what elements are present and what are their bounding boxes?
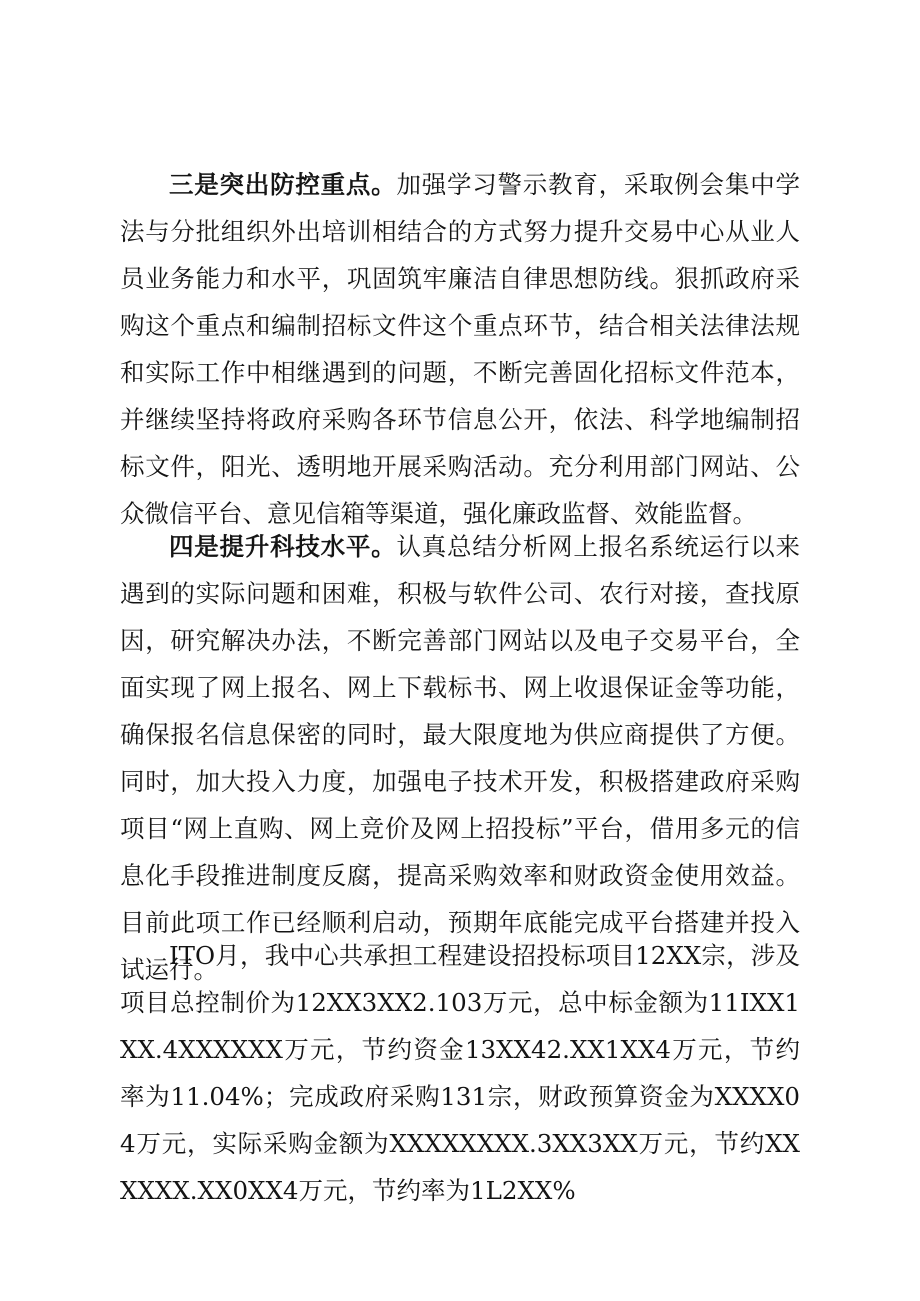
paragraph-body: ITO月，我中心共承担工程建设招投标项目12XX宗，涉及项目总控制价为12XX3XX2.103万元，总中标金额为11IXX1XX.4XXXXXX万元，节约资金13XX42.XX1XX4万元，节约率为11.04%；完成政府采购131宗，财政预算资金为XXXX04万元，实际采购金额为XXXXXXXX.3XX3XX万元，节约XXXXXX.XX0XX4万元，节约率为1L2XX% <box>120 941 800 1205</box>
paragraph-lead-heading: 三是突出防控重点。 <box>169 170 397 199</box>
paragraph-body: 认真总结分析网上报名系统运行以来遇到的实际问题和困难，积极与软件公司、农行对接，查找原因，研究解决办法，不断完善部门网站以及电子交易平台，全面实现了网上报名、网上下载标书、网上收退保证金等功能，确保报名信息保密的同时，最大限度地为供应商提供了方便。同时，加大投入力度，加强电子技术开发，积极搭建政府采购项目“网上直购、网上竞价及网上招投标”平台，借用多元的信息化手段推进制度反腐，提高采购效率和财政资金使用效益。目前此项工作已经顺利启动，预期年底能完成平台搭建并投入试运行。 <box>120 532 800 984</box>
paragraph-statistics <box>120 932 800 1214</box>
paragraph-prevention-focus <box>120 161 800 537</box>
paragraph-text <box>120 161 800 537</box>
paragraph-text <box>120 932 800 1214</box>
paragraph-body: 加强学习警示教育，采取例会集中学法与分批组织外出培训相结合的方式努力提升交易中心从业人员业务能力和水平，巩固筑牢廉洁自律思想防线。狠抓政府采购这个重点和编制招标文件这个重点环节，结合相关法律法规和实际工作中相继遇到的问题，不断完善固化招标文件范本，并继续坚持将政府采购各环节信息公开，依法、科学地编制招标文件，阳光、透明地开展采购活动。充分利用部门网站、公众微信平台、意见信箱等渠道，强化廉政监督、效能监督。 <box>120 170 800 528</box>
paragraph-lead-heading: 四是提升科技水平。 <box>169 532 397 561</box>
paragraph-tech-level <box>120 523 800 993</box>
paragraph-text <box>120 523 800 993</box>
